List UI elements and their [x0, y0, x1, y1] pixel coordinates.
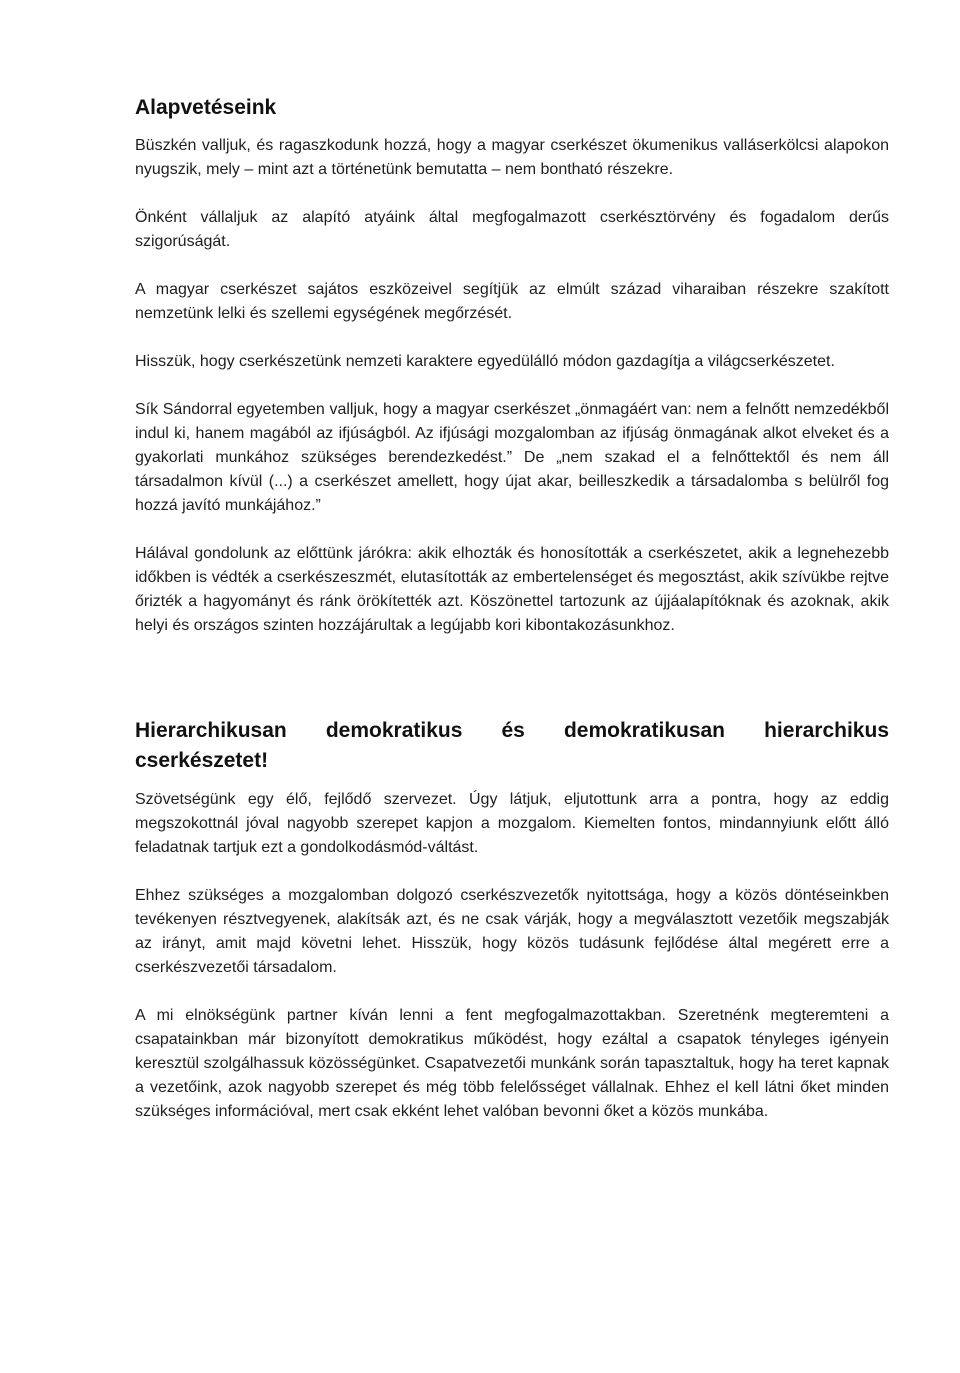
paragraph: Sík Sándorral egyetemben valljuk, hogy a magyar cserkészet „önmagáért van: nem a felnőtt nemzedékből indul ki, hanem magából az ifjúságból. Az ifjúsági mozgalomban az ifjúság önmagának alkot elveket és a gyakorlati munkához szükséges berendezkedést.” De „nem szakad el a felnőttektől és nem áll társadalmon kívül (...) a cserkészet amellett, hogy újat akar, beilleszkedik a társadalomba s belülről fog hozzá javító munkájához.”: [135, 401, 889, 514]
paragraph: A magyar cserkészet sajátos eszközeivel segítjük az elmúlt század viharaiban részekre szakított nemzetünk lelki és szellemi egységének megőrzését.: [135, 281, 889, 322]
section-alapveteseink: [135, 94, 889, 638]
paragraph: Büszkén valljuk, és ragaszkodunk hozzá, hogy a magyar cserkészet ökumenikus valláserkölcsi alapokon nyugszik, mely – mint azt a történetünk bemutatta – nem bontható részekre.: [135, 137, 889, 178]
section-heading: Alapvetéseink: [135, 96, 277, 119]
paragraph: Önként vállaljuk az alapító atyáink által megfogalmazott cserkésztörvény és fogadalom derűs szigorúságát.: [135, 209, 889, 250]
paragraph: Ehhez szükséges a mozgalomban dolgozó cserkészvezetők nyitottsága, hogy a közös döntéseinkben tevékenyen résztvegyenek, alakítsák azt, és ne csak várják, hogy a megválasztott vezetőik megszabják az irányt, amit majd követni lehet. Hisszük, hogy közös tudásunk fejlődése által megérett erre a cserkészvezetői társadalom.: [135, 887, 889, 976]
paragraph: Hálával gondolunk az előttünk járókra: akik elhozták és honosították a cserkészetet, akik a legnehezebb időkben is védték a cserkészeszmét, elutasították az embertelenséget és megosztást, akik szívükbe rejtve őrizték a hagyományt és ránk örökítették azt. Köszönettel tartozunk az újjáalapítóknak és azoknak, akik helyi és országos szinten hozzájárultak a legújabb kori kibontakozásunkhoz.: [135, 545, 889, 634]
paragraph: Szövetségünk egy élő, fejlődő szervezet. Úgy látjuk, eljutottunk arra a pontra, hogy az eddig megszokottnál jóval nagyobb szerepet kapjon a mozgalom. Kiemelten fontos, mindannyiunk előtt álló feladatnak tartjuk ezt a gondolkodásmód-váltást.: [135, 791, 889, 856]
section-heading: Hierarchikusan demokratikus és demokratikusan hierarchikus cserkészetet!: [135, 719, 889, 772]
section-hierarchikusan-demokratikus: [135, 716, 889, 1124]
paragraph: Hisszük, hogy cserkészetünk nemzeti karaktere egyedülálló módon gazdagítja a világcserkészetet.: [135, 353, 835, 370]
paragraph: A mi elnökségünk partner kíván lenni a fent megfogalmazottakban. Szeretnénk megteremteni a csapatainkban már bizonyított demokratikus működést, hogy ezáltal a csapatok tényleges igényein keresztül szolgálhassuk közösségünket. Csapatvezetői munkánk során tapasztaltuk, hogy ha teret kapnak a vezetőink, azok nagyobb szerepet és még több felelősséget vállalnak. Ehhez el kell látni őket minden szükséges információval, mert csak ekként lehet valóban bevonni őket a közös munkába.: [135, 1007, 889, 1120]
page-content: [135, 94, 889, 1148]
